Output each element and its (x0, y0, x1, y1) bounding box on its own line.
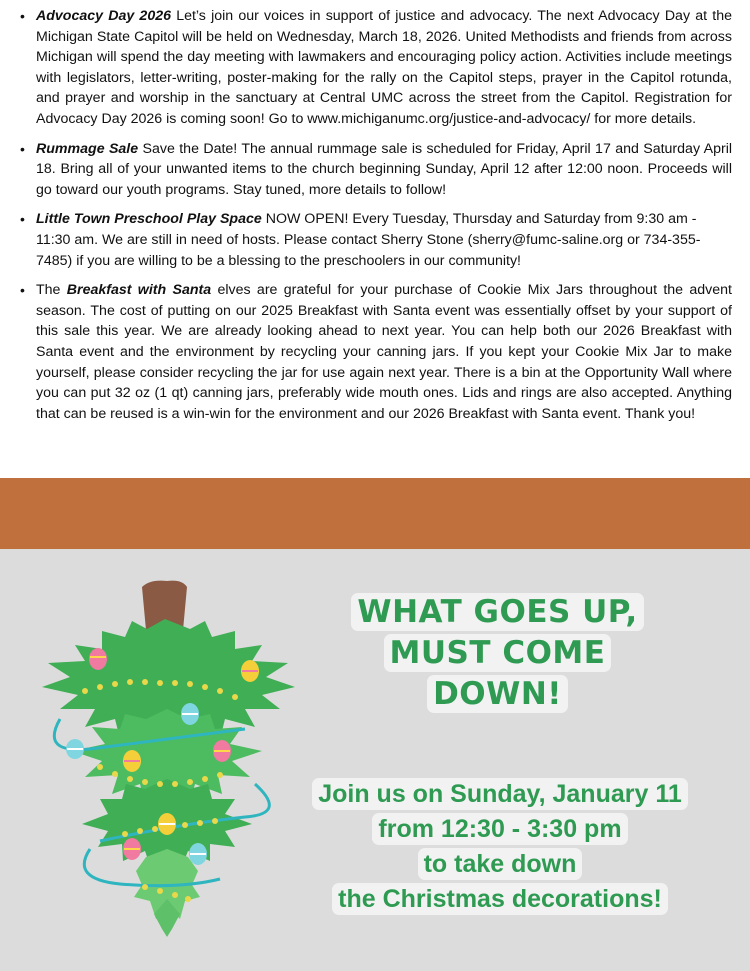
announcement-text: NOW OPEN! Every Tuesday, Thursday and Saturday from 9:30 am - 11:30 am. We are still in need of hosts. Please contact Sherry Stone (sherry@fumc-saline.org or 734-355-7485) if you are willing to be a blessing to the preschoolers in our community! (36, 211, 701, 269)
headline-line: MUST COME (384, 634, 612, 672)
promo-headline (300, 593, 695, 716)
details-line: the Christmas decorations! (332, 883, 668, 915)
announcement-advocacy-day (36, 6, 732, 130)
announcement-list (0, 0, 750, 424)
announcement-title: Breakfast with Santa (66, 282, 212, 299)
promo-panel (0, 549, 750, 971)
announcement-title: Rummage Sale (36, 140, 139, 157)
announcement-preschool-play-space (36, 209, 732, 271)
announcement-prefix: The (36, 282, 67, 299)
announcement-rummage-sale (36, 139, 732, 201)
headline-line: WHAT GOES UP, (351, 593, 643, 631)
announcement-text: Save the Date! The annual rummage sale is scheduled for Friday, April 17 and Saturday April 18. Bring all of your unwanted items to the church beginning Sunday, April 12 after 12:00 noon. Proceeds will go toward our youth programs. Stay tuned, more details to follow! (36, 140, 732, 198)
announcements-section (0, 0, 750, 478)
announcement-text: Let’s join our voices in support of justice and advocacy. The next Advocacy Day at the Michigan State Capitol will be held on Wednesday, March 18, 2026. United Methodists and friends from across Michigan will spend the day meeting with lawmakers and encouraging policy action. Activities include meetings with legislators, letter-writing, poster-making for the rally on the Capitol steps, prayer in the Capitol rotunda, and prayer and worship in the sanctuary at Central UMC across the street from the Capitol. Registration for Advocacy Day 2026 is coming soon! Go to www.michiganumc.org/justice-and-advocacy/ for more details. (36, 8, 732, 127)
announcement-breakfast-with-santa (36, 280, 732, 424)
announcement-title: Little Town Preschool Play Space (36, 211, 262, 228)
headline-line: DOWN! (427, 675, 568, 713)
christmas-tree-icon (30, 579, 305, 939)
promo-details (290, 778, 710, 918)
details-line: from 12:30 - 3:30 pm (372, 813, 627, 845)
announcement-title: Advocacy Day 2026 (36, 8, 171, 24)
divider-band (0, 478, 750, 549)
announcement-text: elves are grateful for your purchase of Cookie Mix Jars throughout the advent season. The cost of putting on our 2025 Breakfast with Santa event was essentially offset by your support of this sale this year. We are already looking ahead to next year. You can help both our 2026 Breakfast with Santa event and the environment by recycling your canning jars. If you kept your Cookie Mix Jar to make yourself, please consider recycling the jar for use again next year. There is a bin at the Opportunity Wall where you can put 32 oz (1 qt) canning jars, preferably wide mouth ones. Lids and rings are also accepted. Anything that can be reused is a win-win for the environment and our 2026 Breakfast with Santa event. Thank you! (36, 282, 733, 422)
details-line: Join us on Sunday, January 11 (312, 778, 688, 810)
details-line: to take down (418, 848, 583, 880)
